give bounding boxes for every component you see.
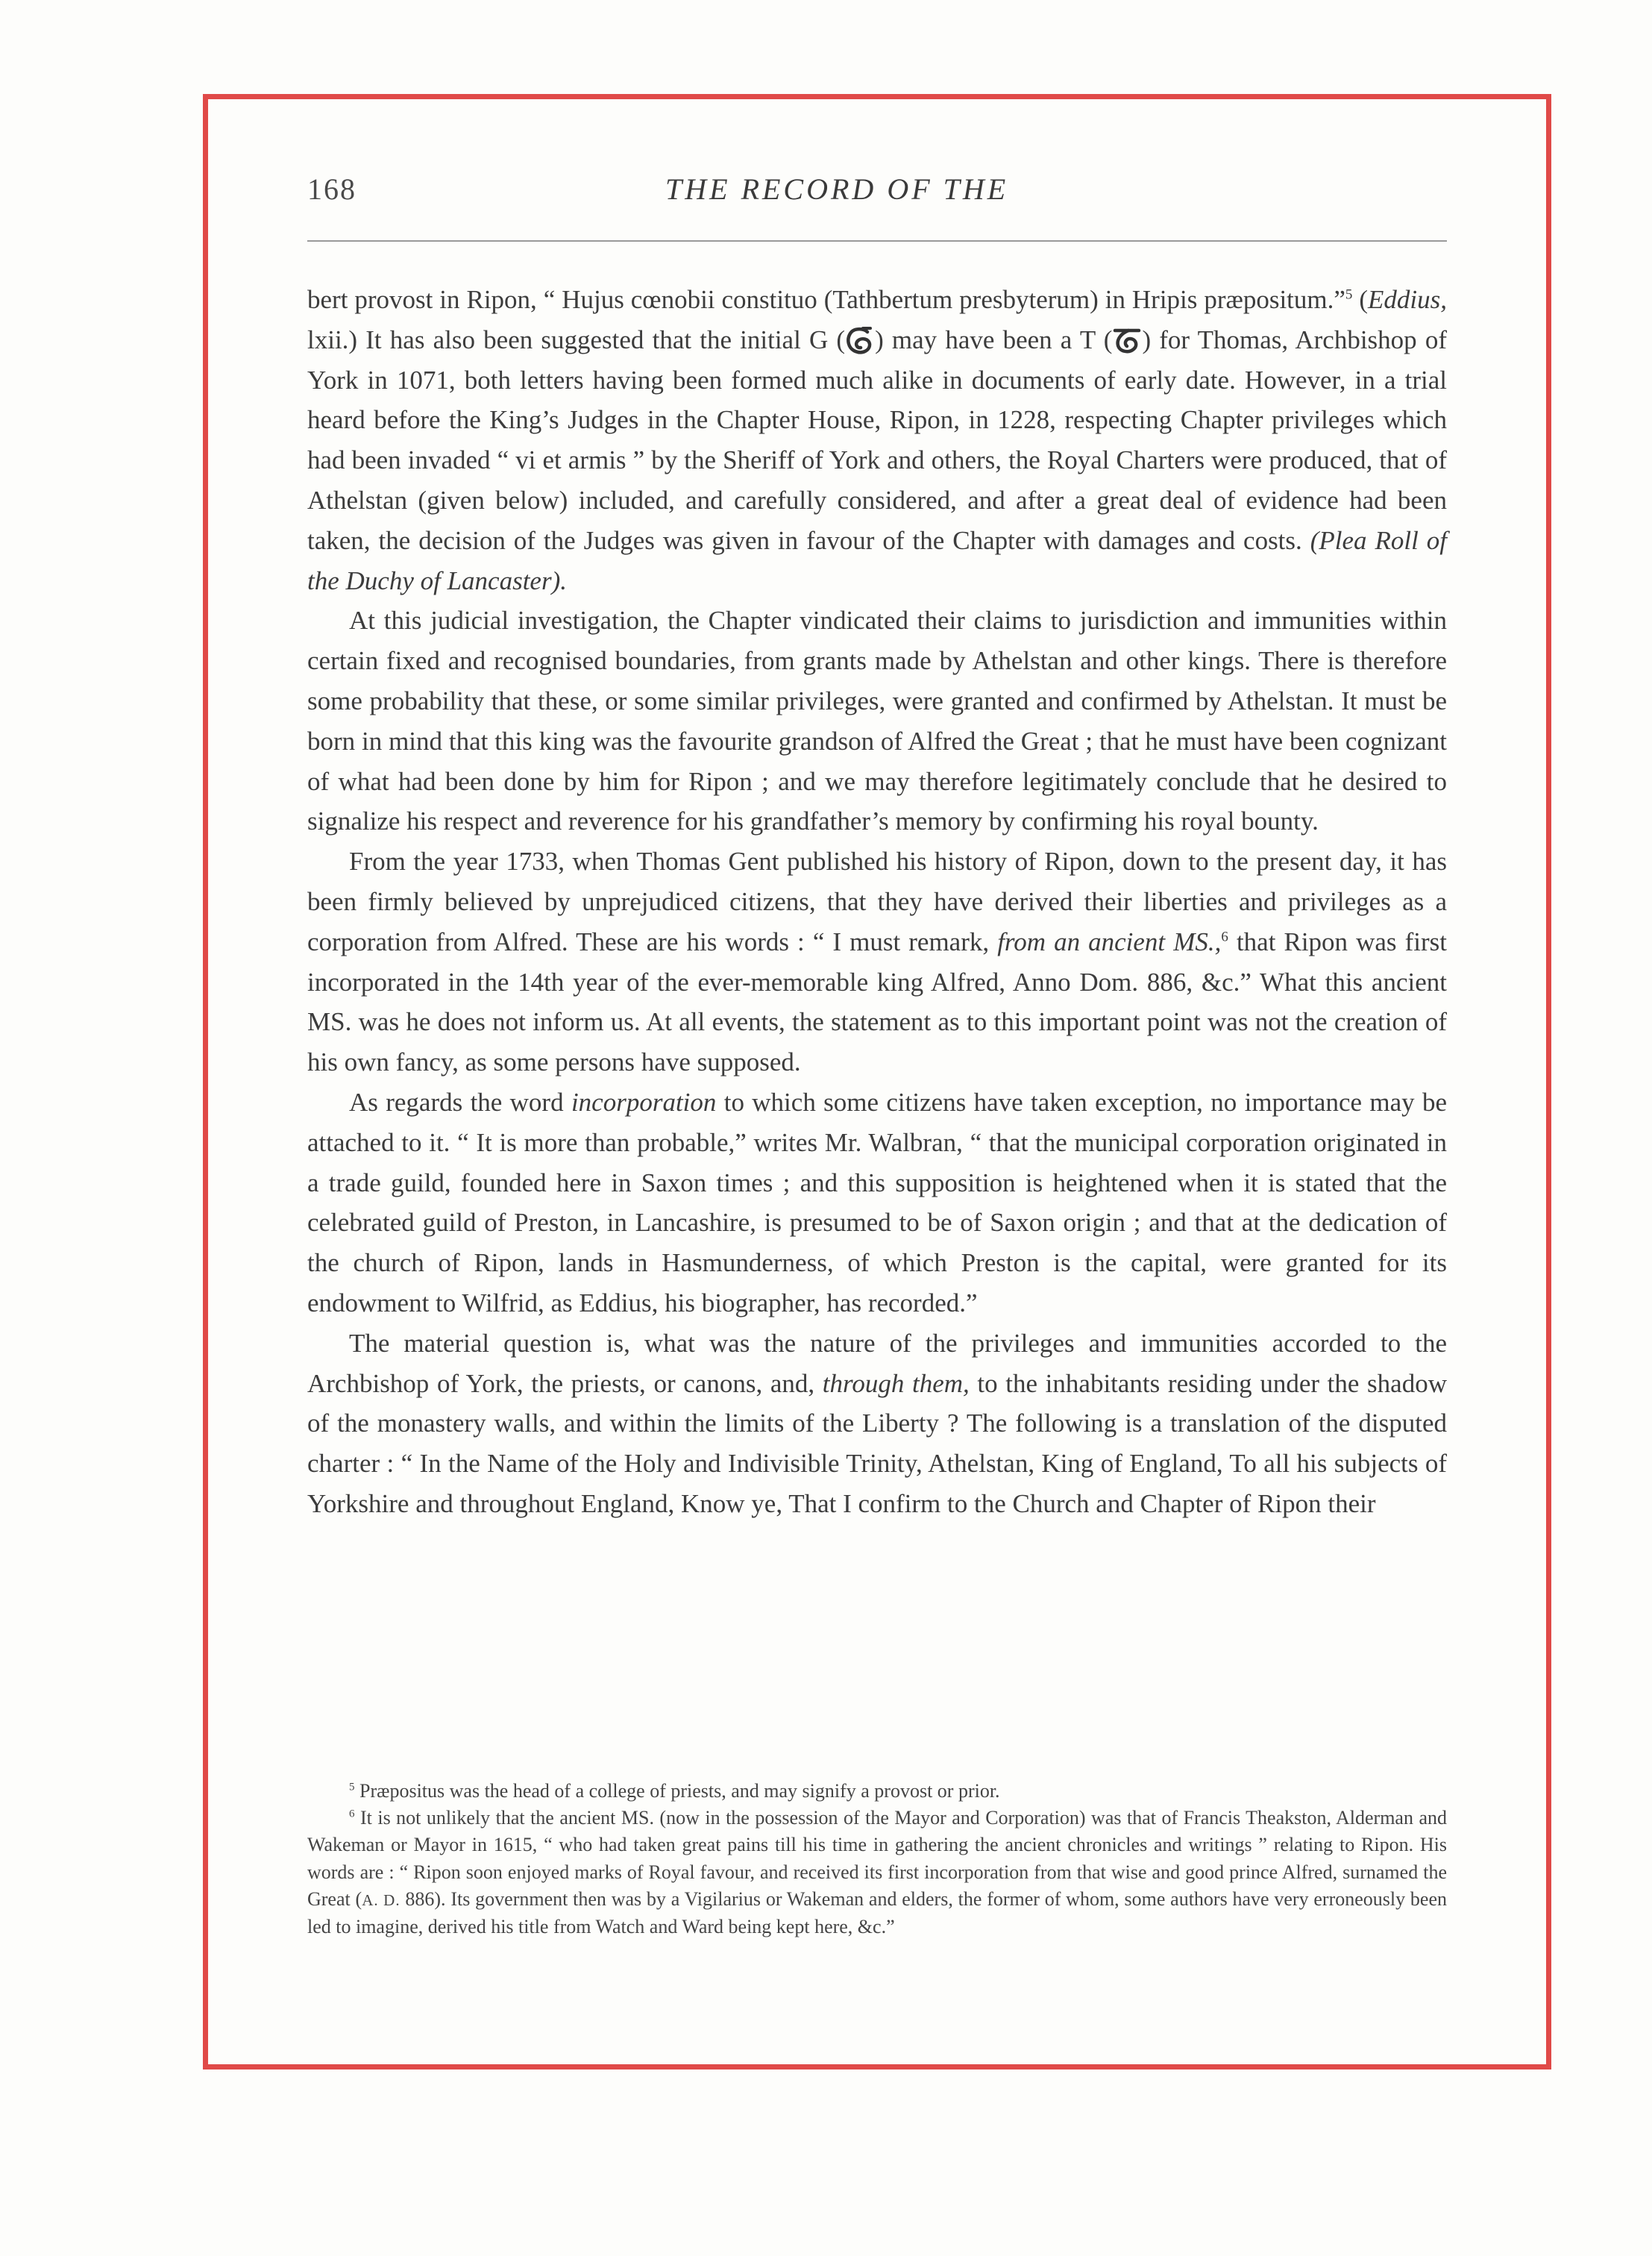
text-run: As regards the word xyxy=(349,1087,571,1117)
text-run: ) for Thomas, Archbishop of York in 1071, both letters having been formed much alike in documents of early date. However, in a trial heard before the King’s Judges in the Chapter House, Ripon, in 1228, respecting Chapter privileges which had been invaded “ vi et armis ” by the Sheriff of York and others, the Royal Charters were produced, that of Athelstan (given below) included, and carefully considered, and after a great deal of evidence had been taken, the decision of the Judges was given in favour of the Chapter with damages and costs. xyxy=(307,325,1447,555)
footnote-text: Præpositus was the head of a college of priests, and may signify a provost or prior. xyxy=(354,1780,1000,1802)
text-run: that Ripon was first incorporated in the 14th year of the ever-memorable king Alfred, Anno Dom. 886, &c.” What this ancient MS. was he does not inform us. At all events, the statement as to this important point was not the creation of his own fancy, as some persons have supposed. xyxy=(307,927,1447,1077)
paragraph-4 xyxy=(307,1082,1447,1323)
footnote-text: It is not unlikely that the ancient MS. (now in the possession of the Mayor and Corporation) was that of Francis Theakston, Alderman and Wakeman or Mayor in 1615, “ who had taken great pains till his time in gathering the ancient chronicles and writings ” relating to Ripon. His words are : “ Ripon soon enjoyed marks of Royal favour, and received its first incorporation from that wise and good prince Alfred, surnamed the Great ( xyxy=(307,1807,1447,1910)
uncial-t-icon xyxy=(1112,326,1142,354)
footnote-text: 886). Its government then was by a Vigilarius or Wakeman and elders, the former of whom, some authors have very erroneously been led to imagine, derived his title from Watch and Ward being kept here, &c.” xyxy=(307,1887,1447,1938)
header-rule xyxy=(307,240,1447,242)
uncial-g-icon xyxy=(845,326,875,354)
footnote-mark: 5 xyxy=(349,1781,355,1793)
body-text xyxy=(307,280,1447,1524)
text-run: bert provost in Ripon, “ Hujus cœnobii constituo (Tathbertum presbyterum) in Hripis præpositum.” xyxy=(307,285,1345,314)
text-run: ) may have been a T ( xyxy=(875,325,1113,354)
paragraph-5 xyxy=(307,1323,1447,1524)
running-head: THE RECORD OF THE xyxy=(665,172,1009,206)
page-header xyxy=(307,169,1447,213)
footnote-6 xyxy=(307,1805,1447,1940)
text-run: From the year 1733, when Thomas Gent published his history of Ripon, down to the present day, it has been firmly believed by unprejudiced citizens, that they have derived their liberties and privileges as a corporation from Alfred. These are his words : “ I must remark, xyxy=(307,847,1447,956)
footnote-mark: 6 xyxy=(349,1808,355,1820)
anno-domini: A. D. xyxy=(362,1890,401,1909)
footnote-ref-5: 5 xyxy=(1345,286,1353,303)
page-number: 168 xyxy=(307,172,357,206)
emphasis-through-them: through them, xyxy=(822,1368,970,1398)
citation-plea-roll: (Plea Roll of the Duchy of Lancaster). xyxy=(307,525,1447,595)
footnote-ref-6: 6 xyxy=(1221,929,1228,945)
text-run: The material question is, what was the nature of the privileges and immunities accorded to the Archbishop of York, the priests, or canons, and, xyxy=(307,1328,1447,1398)
citation-ancient-ms: from an ancient MS., xyxy=(997,927,1222,956)
footnotes xyxy=(307,1778,1447,1940)
text-run: ( xyxy=(1352,285,1369,314)
emphasis-incorporation: incorporation xyxy=(571,1087,717,1117)
text-run: to which some citizens have taken exception, no importance may be attached to it. “ It is more than probable,” writes Mr. Walbran, “ that the municipal corporation originated in a trade guild, founded here in Saxon times ; and this supposition is heightened when it is stated that the celebrated guild of Preston, in Lancashire, is presumed to be of Saxon origin ; and that at the dedication of the church of Ripon, lands in Hasmunderness, of which Preston is the capital, were granted for its endowment to Wilfrid, as Eddius, his biographer, has recorded.” xyxy=(307,1087,1447,1317)
citation-eddius: Eddius, xyxy=(1368,285,1448,314)
paragraph-2: At this judicial investigation, the Chapter vindicated their claims to jurisdiction and immunities within certain fixed and recognised boundaries, from grants made by Athelstan and other kings. There is therefore some probability that these, or some similar privileges, were granted and confirmed by Athelstan. It must be born in mind that this king was the favourite grandson of Alfred the Great ; that he must have been cognizant of what had been done by him for Ripon ; and we may therefore legitimately conclude that he desired to signalize his respect and reverence for his grandfather’s memory by confirming his royal bounty. xyxy=(307,606,1447,836)
paragraph-1 xyxy=(307,280,1447,601)
text-run: to the inhabitants residing under the shadow of the monastery walls, and within the limits of the Liberty ? The following is a translation of the disputed charter : “ In the Name of the Holy and Indivisible Trinity, Athelstan, King of England, To all his subjects of Yorkshire and throughout England, Know ye, That I confirm to the Church and Chapter of Ripon their xyxy=(307,1368,1447,1518)
footnote-5 xyxy=(307,1778,1447,1805)
paragraph-3 xyxy=(307,842,1447,1082)
text-run: lxii.) It has also been suggested that the initial G ( xyxy=(307,325,846,354)
